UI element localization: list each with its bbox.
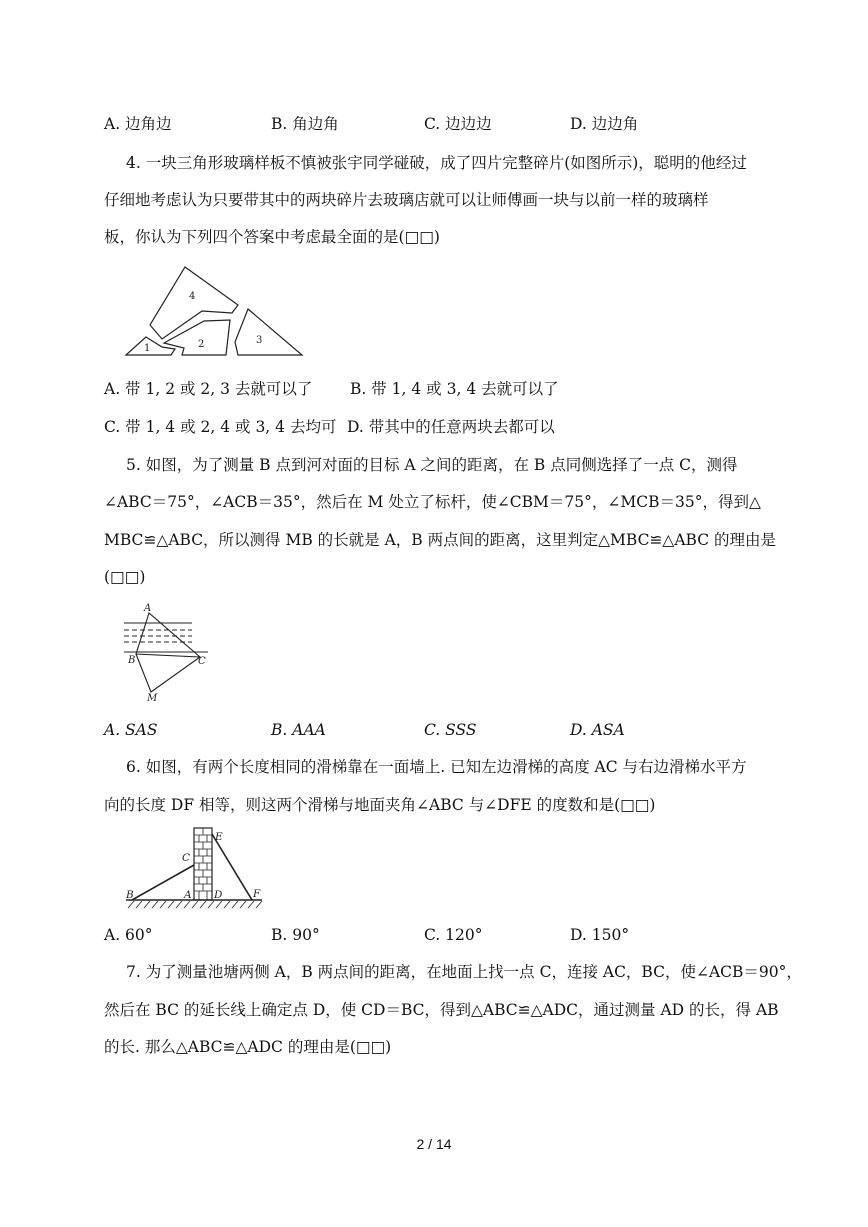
q6-slide-figure (122, 826, 267, 916)
q6-option-c: C. 120° (424, 926, 483, 944)
q4-text-line1: 4. 一块三角形玻璃样板不慎被张宇同学碰破，成了四片完整碎片(如图所示)，聪明的他经过 (126, 154, 747, 172)
q4-option-b: B. 带 1, 4 或 3, 4 去就可以了 (350, 380, 559, 398)
q6-option-d: D. 150° (570, 926, 630, 944)
q4-piece-1-label: 1 (144, 343, 151, 354)
q4-glass-pieces-figure (122, 264, 312, 364)
q4-option-a: A. 带 1, 2 或 2, 3 去就可以了 (104, 380, 313, 398)
q5-label-c: C (198, 656, 206, 667)
q5-option-d: D. ASA (570, 721, 625, 739)
q5-river-figure (118, 604, 218, 704)
q5-text-line1: 5. 如图，为了测量 B 点到河对面的目标 A 之间的距离，在 B 点同侧选择了一点 C，测得 (126, 456, 738, 474)
q7-text-line1: 7. 为了测量池塘两侧 A，B 两点间的距离，在地面上找一点 C，连接 AC，BC，使∠ACB＝90°， (126, 963, 802, 981)
q5-option-b: B. AAA (271, 721, 326, 739)
q6-text-line2: 向的长度 DF 相等，则这两个滑梯与地面夹角∠ABC 与∠DFE 的度数和是(□□) (104, 796, 656, 814)
q4-piece-3-label: 3 (256, 335, 263, 346)
page-number: 2 / 14 (416, 1136, 452, 1152)
q6-text-line1: 6. 如图，有两个长度相同的滑梯靠在一面墙上. 已知左边滑梯的高度 AC 与右边滑梯水平方 (126, 758, 747, 776)
q6-option-a: A. 60° (104, 926, 153, 944)
q6-label-d: D (214, 889, 223, 901)
q3-option-b: B. 角边角 (271, 115, 339, 133)
q5-label-a: A (144, 603, 152, 614)
q5-text-line3: MBC≌△ABC，所以测得 MB 的长就是 A，B 两点间的距离，这里判定△MBC≌△ABC 的理由是 (104, 531, 776, 549)
q5-label-b: B (128, 655, 136, 666)
q7-text-line2: 然后在 BC 的延长线上确定点 D，使 CD＝BC，得到△ABC≌△ADC，通过测量 AD 的长，得 AB (104, 1001, 779, 1019)
q6-label-f: F (253, 888, 261, 900)
q5-option-c: C. SSS (424, 721, 477, 739)
q4-text-line3: 板，你认为下列四个答案中考虑最全面的是(□□) (104, 228, 440, 246)
q4-option-d: D. 带其中的任意两块去都可以 (347, 418, 555, 436)
q6-label-c: C (182, 852, 191, 864)
q6-label-a: A (184, 889, 192, 901)
q4-option-c: C. 带 1, 4 或 2, 4 或 3, 4 去均可 (104, 418, 337, 436)
q5-text-line2: ∠ABC＝75°，∠ACB＝35°，然后在 M 处立了标杆，使∠CBM＝75°，∠MCB＝35°，得到△ (104, 493, 761, 511)
q6-label-e: E (215, 831, 223, 843)
q4-piece-4-label: 4 (189, 291, 196, 302)
q7-text-line3: 的长. 那么△ABC≌△ADC 的理由是(□□) (104, 1038, 392, 1056)
q6-label-b: B (126, 889, 134, 901)
q6-option-b: B. 90° (271, 926, 320, 944)
q4-text-line2: 仔细地考虑认为只要带其中的两块碎片去玻璃店就可以让师傅画一块与以前一样的玻璃样 (104, 191, 709, 209)
q5-option-a: A. SAS (104, 721, 158, 739)
q5-text-line4: (□□) (104, 568, 146, 586)
q4-piece-2-label: 2 (198, 339, 205, 350)
q3-option-a: A. 边角边 (104, 115, 172, 133)
q3-option-d: D. 边边角 (570, 115, 639, 133)
q5-label-m: M (147, 693, 158, 704)
q3-option-c: C. 边边边 (424, 115, 492, 133)
